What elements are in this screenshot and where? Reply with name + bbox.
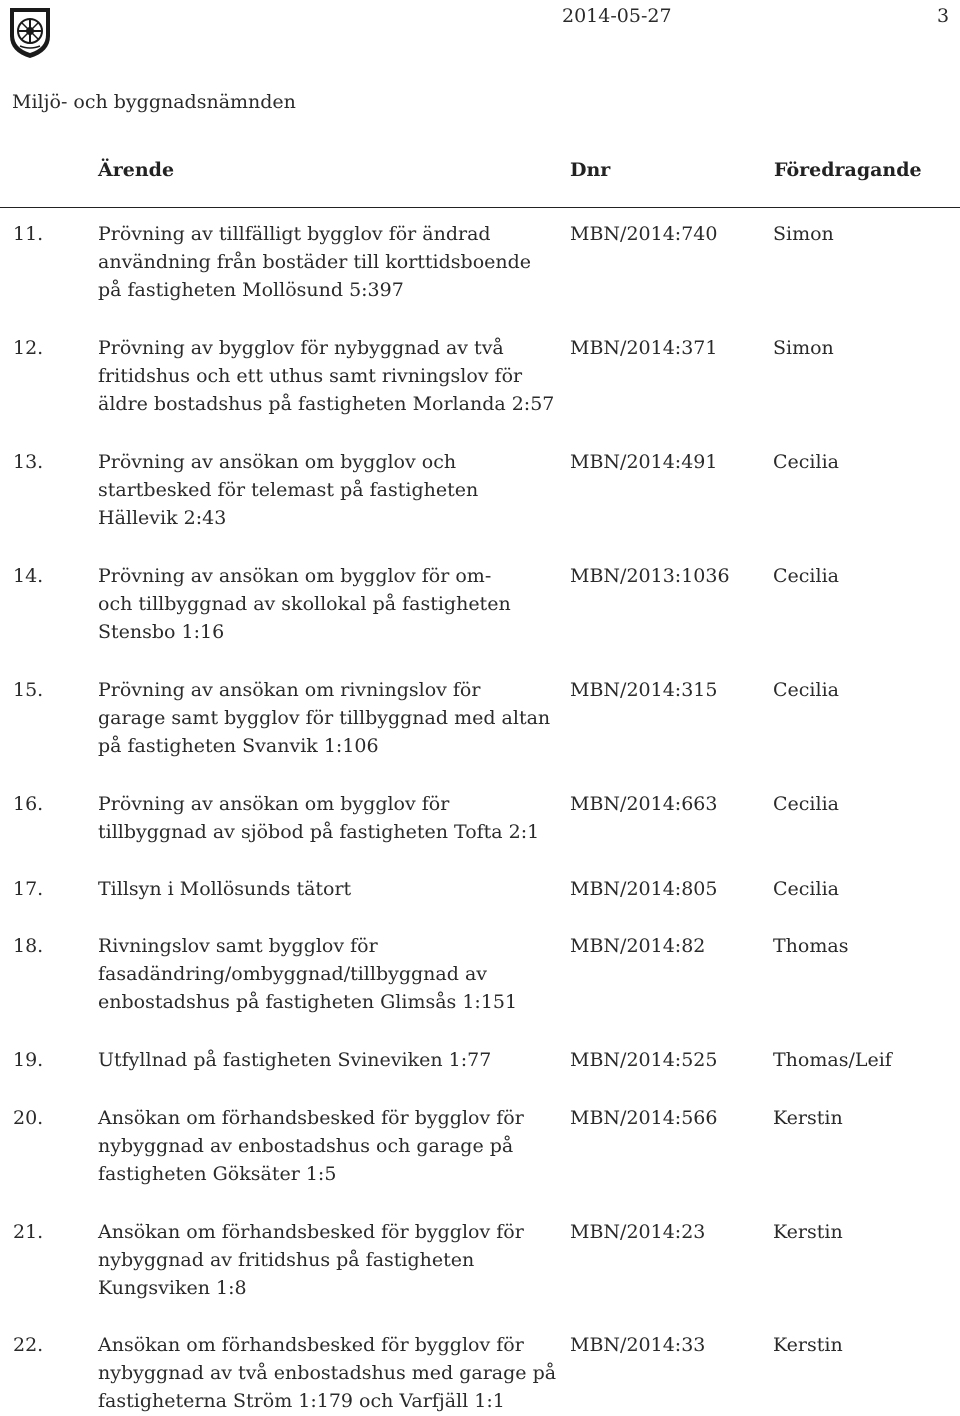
item-number: 13. <box>13 451 44 473</box>
item-presenter: Cecilia <box>773 679 839 701</box>
item-dnr: MBN/2014:315 <box>570 679 718 701</box>
item-title: Prövning av ansökan om bygglov för om- och tillbyggnad av skollokal på fastigheten Stensbo 1:16 <box>98 565 511 643</box>
item-dnr: MBN/2014:33 <box>570 1334 706 1356</box>
column-header-foredragande: Föredragande <box>774 159 922 181</box>
item-presenter: Cecilia <box>773 451 839 473</box>
column-header-arende: Ärende <box>98 159 175 181</box>
item-presenter: Simon <box>773 337 834 359</box>
item-number: 20. <box>13 1107 44 1129</box>
page-number: 3 <box>937 5 950 27</box>
item-number: 18. <box>13 935 44 957</box>
item-title: Ansökan om förhandsbesked för bygglov för nybyggnad av enbostadshus och garage på fastigheten Göksäter 1:5 <box>98 1107 524 1185</box>
item-presenter: Cecilia <box>773 793 839 815</box>
item-presenter: Kerstin <box>773 1334 843 1356</box>
item-number: 21. <box>13 1221 44 1243</box>
item-title: Tillsyn i Mollösunds tätort <box>98 878 352 900</box>
item-presenter: Thomas <box>773 935 849 957</box>
item-title: Prövning av ansökan om bygglov och startbesked för telemast på fastigheten Hällevik 2:43 <box>98 451 479 529</box>
item-dnr: MBN/2014:740 <box>570 223 718 245</box>
item-title: Prövning av bygglov för nybyggnad av två fritidshus och ett uthus samt rivningslov för äldre bostadshus på fastigheten Morlanda 2:57 <box>98 337 555 415</box>
item-number: 16. <box>13 793 44 815</box>
item-dnr: MBN/2014:525 <box>570 1049 718 1071</box>
item-dnr: MBN/2014:805 <box>570 878 718 900</box>
item-title: Rivningslov samt bygglov för fasadändring/ombyggnad/tillbyggnad av enbostadshus på fastigheten Glimsås 1:151 <box>98 935 518 1013</box>
municipality-coat-of-arms-icon <box>8 6 52 60</box>
item-dnr: MBN/2014:566 <box>570 1107 718 1129</box>
item-dnr: MBN/2014:82 <box>570 935 706 957</box>
item-dnr: MBN/2014:663 <box>570 793 718 815</box>
item-title: Ansökan om förhandsbesked för bygglov för nybyggnad av fritidshus på fastigheten Kungsviken 1:8 <box>98 1221 524 1299</box>
item-title: Prövning av ansökan om rivningslov för garage samt bygglov för tillbyggnad med altan på fastigheten Svanvik 1:106 <box>98 679 551 757</box>
item-title: Ansökan om förhandsbesked för bygglov för nybyggnad av två enbostadshus med garage på fastigheterna Ström 1:179 och Varfjäll 1:1 <box>98 1334 557 1412</box>
item-number: 19. <box>13 1049 44 1071</box>
item-dnr: MBN/2014:491 <box>570 451 718 473</box>
item-number: 17. <box>13 878 44 900</box>
item-presenter: Thomas/Leif <box>773 1049 892 1071</box>
item-number: 12. <box>13 337 44 359</box>
item-dnr: MBN/2013:1036 <box>570 565 730 587</box>
item-number: 14. <box>13 565 44 587</box>
item-dnr: MBN/2014:23 <box>570 1221 706 1243</box>
item-presenter: Simon <box>773 223 834 245</box>
item-presenter: Cecilia <box>773 565 839 587</box>
item-dnr: MBN/2014:371 <box>570 337 718 359</box>
organization-name: Miljö- och byggnadsnämnden <box>12 91 296 113</box>
item-presenter: Cecilia <box>773 878 839 900</box>
document-date: 2014-05-27 <box>562 5 672 27</box>
item-title: Prövning av ansökan om bygglov för tillbyggnad av sjöbod på fastigheten Tofta 2:1 <box>98 793 540 843</box>
item-number: 11. <box>13 223 44 245</box>
item-number: 22. <box>13 1334 44 1356</box>
item-number: 15. <box>13 679 44 701</box>
item-title: Utfyllnad på fastigheten Svineviken 1:77 <box>98 1049 492 1071</box>
item-presenter: Kerstin <box>773 1107 843 1129</box>
item-title: Prövning av tillfälligt bygglov för ändrad användning från bostäder till korttidsboende på fastigheten Mollösund 5:397 <box>98 223 532 301</box>
header-divider <box>0 207 960 208</box>
item-presenter: Kerstin <box>773 1221 843 1243</box>
column-header-dnr: Dnr <box>570 159 611 181</box>
